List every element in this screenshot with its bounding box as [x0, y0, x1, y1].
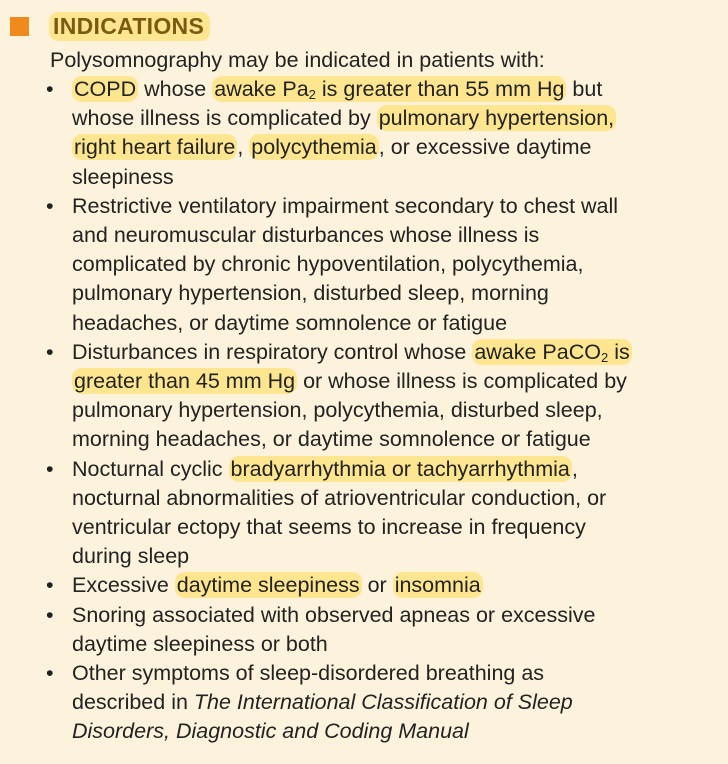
highlight: polycythemia — [251, 135, 377, 160]
highlight: greater than 45 mm Hg — [74, 369, 296, 394]
text-line — [72, 338, 632, 367]
list-item — [46, 571, 632, 600]
text-span: , — [237, 135, 250, 160]
highlight — [212, 76, 566, 102]
text-line: complicated by chronic hypoventilation, polycythemia, — [72, 252, 584, 277]
text-line: pulmonary hypertension, polycythemia, disturbed sleep, — [72, 398, 603, 423]
text-span: awake Pa — [214, 77, 309, 101]
text-line — [72, 367, 632, 396]
bullet-icon: • — [46, 602, 54, 627]
text-line — [72, 571, 632, 600]
text-span: Disturbances in respiratory control whose — [72, 339, 473, 364]
text-span: awake PaCO — [474, 339, 601, 364]
subscript: 2 — [308, 87, 316, 102]
highlight: COPD — [74, 77, 137, 101]
indications-list — [46, 75, 632, 747]
text-line: nocturnal abnormalities of atrioventricular conduction, or — [72, 485, 607, 510]
subscript: 2 — [600, 349, 609, 365]
text-line: Snoring associated with observed apneas or excessive — [72, 602, 596, 627]
highlight: daytime sleepiness — [176, 573, 360, 598]
text-line — [72, 133, 632, 162]
text-span: , — [571, 456, 578, 481]
text-line: sleepiness — [72, 164, 174, 189]
text-line — [72, 688, 632, 717]
book-title: Disorders, Diagnostic and Coding Manual — [72, 719, 469, 744]
bullet-icon: • — [46, 661, 54, 686]
text-line: and neuromuscular disturbances whose illness is — [72, 223, 540, 248]
text-line — [72, 717, 632, 746]
text-span: or — [361, 573, 393, 598]
book-title: The International Classification of Sleep — [193, 690, 573, 715]
highlight: insomnia — [394, 573, 481, 598]
text-span: described in — [72, 690, 194, 715]
highlight — [472, 339, 631, 365]
text-span: Nocturnal cyclic — [72, 456, 229, 481]
highlight: bradyarrhythmia or tachyarrhythmia — [230, 456, 570, 481]
highlight: right heart failure — [74, 135, 236, 160]
section-header — [10, 10, 210, 42]
list-item — [46, 455, 632, 572]
list-item — [46, 75, 632, 192]
text-span: is greater than 55 mm Hg — [315, 77, 565, 101]
text-span: Excessive — [72, 573, 175, 598]
text-span: whose illness is complicated by — [72, 106, 377, 131]
text-line: during sleep — [72, 544, 190, 569]
text-line: morning headaches, or daytime somnolence or fatigue — [72, 427, 591, 452]
highlight: pulmonary hypertension, — [378, 106, 615, 131]
text-line: daytime sleepiness or both — [72, 631, 328, 656]
section-title: INDICATIONS — [49, 12, 210, 41]
text-span: is — [608, 339, 630, 364]
bullet-icon: • — [46, 456, 54, 481]
bullet-icon: • — [46, 573, 54, 598]
text-line — [72, 455, 632, 484]
text-span: but — [566, 77, 603, 101]
orange-square-icon — [10, 17, 29, 36]
intro-text: Polysomnography may be indicated in patients with: — [50, 48, 545, 72]
text-span: or whose illness is complicated by — [297, 369, 627, 394]
text-line — [72, 75, 632, 104]
bullet-icon: • — [46, 193, 54, 218]
text-span: whose — [138, 77, 213, 101]
text-line: Other symptoms of sleep-disordered breathing as — [72, 661, 545, 686]
text-line: ventricular ectopy that seems to increase in frequency — [72, 515, 586, 540]
list-item — [46, 659, 632, 747]
list-item — [46, 601, 632, 659]
text-line: headaches, or daytime somnolence or fatigue — [72, 310, 508, 335]
list-item — [46, 338, 632, 455]
text-line: Restrictive ventilatory impairment secondary to chest wall — [72, 193, 619, 218]
text-span: , or excessive daytime — [378, 135, 592, 160]
bullet-icon: • — [46, 77, 54, 101]
bullet-icon: • — [46, 339, 54, 364]
list-item — [46, 192, 632, 338]
text-line: pulmonary hypertension, disturbed sleep, morning — [72, 281, 549, 306]
text-line — [72, 104, 632, 133]
